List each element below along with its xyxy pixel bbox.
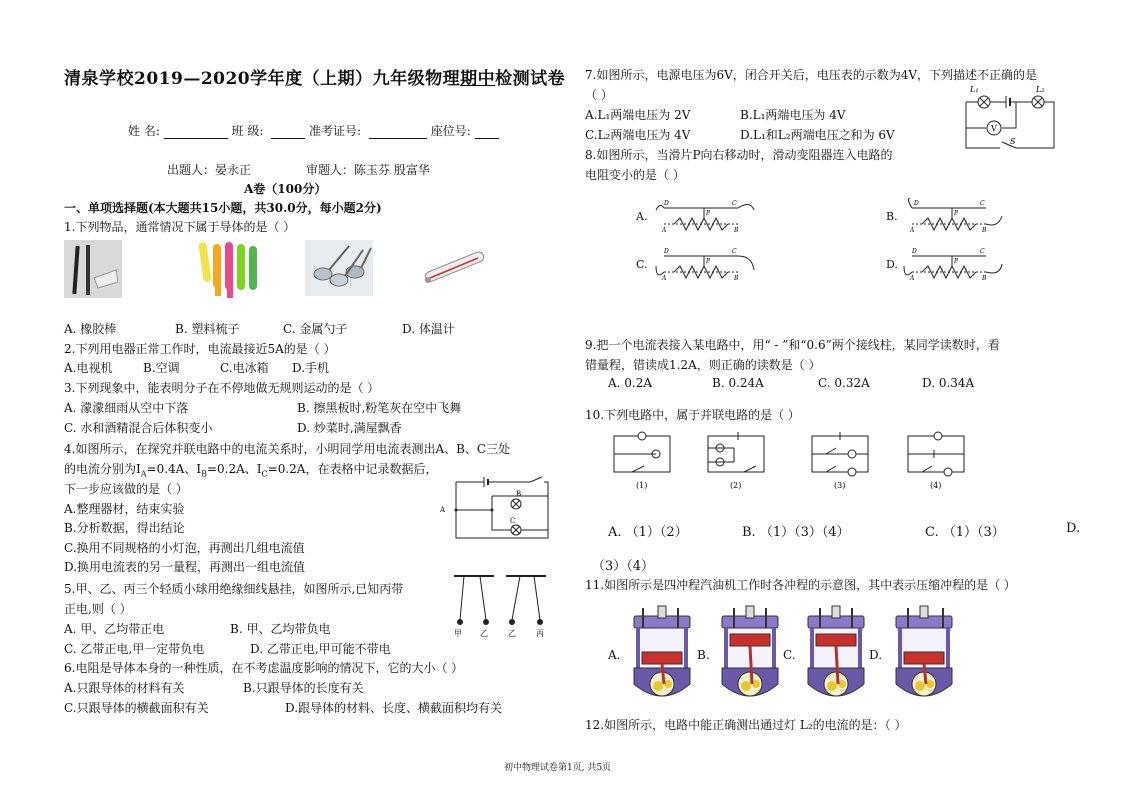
q10-circuit-3: [808, 430, 872, 492]
svg-text:A: A: [662, 227, 667, 234]
q1-stem: 1.下列物品，通常情况下属于导体的是（ ）: [64, 220, 296, 234]
q3-option-a[interactable]: A. 濛濛细雨从空中下落: [64, 401, 189, 415]
q10-fig-label-3: (3): [834, 481, 846, 490]
q1-option-d[interactable]: D. 体温计: [402, 322, 455, 336]
q4-option-b[interactable]: B.分析数据，得出结论: [64, 521, 185, 535]
q8-rheostat-a: [654, 198, 764, 238]
q10-option-b[interactable]: B. （1）（3）（4）: [742, 525, 850, 540]
q5-option-a[interactable]: A. 甲、乙均带正电: [64, 622, 165, 636]
q11-option-b[interactable]: B.: [697, 648, 710, 662]
q4-label-c: C: [510, 517, 516, 525]
q11-option-d[interactable]: D.: [869, 648, 883, 662]
q7-option-c[interactable]: C.L₂两端电压为 4V: [585, 128, 691, 142]
rubber-rods-image: [64, 240, 122, 298]
q4-line-2: 的电流分别为$I_A=0.4A$、$I_B=0.2A$、$I_C=0.2A$，在表格中记录数据后，: [64, 462, 438, 479]
q2-option-c[interactable]: C.电冰箱: [220, 361, 269, 375]
q10-stem: 10.下列电路中，属于并联电路的是（ ）: [585, 408, 800, 422]
q9-option-c[interactable]: C. 0.32A: [818, 376, 870, 390]
plastic-combs-image: [197, 238, 265, 300]
q9-option-b[interactable]: B. 0.24A: [712, 376, 764, 390]
q4-option-c[interactable]: C.换用不同规格的小灯泡，再测出几组电流值: [64, 541, 305, 555]
svg-text:D: D: [664, 248, 669, 255]
title-post: 检测试卷: [495, 69, 566, 89]
svg-text:C: C: [980, 248, 985, 255]
q6-stem: 6.电阻是导体本身的一种性质，在不考虑温度影响的情况下，它的大小（ ）: [64, 661, 464, 675]
q4-label-b: B: [516, 490, 522, 498]
svg-text:B: B: [982, 275, 987, 282]
part-one-heading: 一、单项选择题(本大题共15小题，共30.0分，每小题2分): [64, 201, 382, 215]
q8-option-b[interactable]: B.: [886, 210, 898, 223]
name-label: 姓 名:: [128, 124, 160, 138]
q10-fig-label-4: (4): [930, 481, 942, 490]
q6-option-a[interactable]: A.只跟导体的材料有关: [64, 681, 185, 695]
q3-option-d[interactable]: D. 炒菜时,满屋飘香: [297, 421, 402, 435]
q11-option-a[interactable]: A.: [608, 648, 621, 662]
svg-text:A: A: [910, 227, 915, 234]
q6-option-b[interactable]: B.只跟导体的长度有关: [243, 681, 364, 695]
q7-label-l1: L₁: [970, 85, 979, 94]
q2-stem: 2.下列用电器正常工作时，电流最接近5A的是（ ）: [64, 342, 336, 356]
q4-option-d[interactable]: D.换用电流表的另一量程，再测出一组电流值: [64, 560, 306, 574]
svg-text:P: P: [954, 258, 959, 265]
q4-line-1: 4.如图所示，在探究并联电路中的电流关系时，小明同学用电流表测出A、B、C三处: [64, 442, 511, 456]
q5-line-2: 正电,则（ ）: [64, 602, 132, 616]
svg-text:P: P: [954, 210, 959, 217]
q1-option-a[interactable]: A. 橡胶棒: [64, 322, 117, 336]
q5-line-1: 5.甲、乙、丙三个轻质小球用绝缘细线悬挂，如图所示,已知丙带: [64, 582, 404, 596]
q9-option-a[interactable]: A. 0.2A: [608, 376, 653, 390]
seat-field[interactable]: [475, 127, 499, 139]
q10-circuit-1: [610, 430, 674, 492]
svg-text:P: P: [706, 210, 711, 217]
q5-option-c[interactable]: C. 乙带正电,甲一定带负电: [64, 642, 205, 656]
exam-no-label: 准考证号:: [309, 124, 362, 138]
q9-line-2: 错量程，错读成1.2A，则正确的读数是（ ）: [585, 358, 821, 372]
q10-option-d-continued: （3）（4）: [592, 559, 655, 574]
q11-engine-stroke-d: [890, 604, 958, 704]
q8-option-d[interactable]: D.: [886, 258, 898, 271]
q11-stem: 11.如图所示是四冲程汽油机工作时各冲程的示意图，其中表示压缩冲程的是（ ）: [585, 578, 1016, 592]
q11-engine-stroke-a: [628, 604, 696, 704]
q7-option-d[interactable]: D.L₁和L₂两端电压之和为 6V: [740, 128, 895, 142]
q10-fig-label-2: (2): [730, 481, 742, 490]
q8-rheostat-d: [902, 246, 1012, 286]
q11-engine-stroke-b: [716, 604, 784, 704]
q8-line-1: 8.如图所示，当滑片P向右移动时，滑动变阻器连入电路的: [585, 148, 893, 162]
svg-text:P: P: [706, 258, 711, 265]
svg-text:A: A: [910, 275, 915, 282]
svg-text:C: C: [732, 248, 737, 255]
q8-rheostat-c: [654, 246, 764, 286]
q7-series-circuit-diagram: [960, 82, 1060, 156]
q10-option-a[interactable]: A. （1）（2）: [608, 525, 688, 540]
q7-line-1: 7.如图所示，电源电压为6V，闭合开关后，电压表的示数为4V，下列描述不正确的是: [585, 68, 1038, 82]
q9-option-d[interactable]: D. 0.34A: [922, 376, 975, 390]
q7-label-s: S: [1010, 137, 1016, 146]
q2-option-a[interactable]: A.电视机: [64, 361, 113, 375]
svg-text:B: B: [734, 227, 739, 234]
q10-option-d[interactable]: D.: [1066, 521, 1081, 536]
q6-option-c[interactable]: C.只跟导体的横截面积有关: [64, 701, 209, 715]
svg-text:C: C: [980, 200, 985, 207]
q7-option-b[interactable]: B.L₁两端电压为 4V: [740, 108, 846, 122]
q3-option-b[interactable]: B. 擦黑板时,粉笔灰在空中飞舞: [297, 401, 462, 415]
thermometer-image: [418, 246, 490, 292]
q8-line-2: 电阻变小的是（ ）: [585, 168, 685, 182]
seat-label: 座位号:: [430, 124, 471, 138]
q2-option-d[interactable]: D.手机: [292, 361, 330, 375]
q5-ball-label-4: 丙: [536, 629, 544, 638]
q10-circuit-2: [704, 430, 768, 492]
class-label: 班 级:: [231, 124, 264, 138]
class-field[interactable]: [271, 127, 305, 139]
svg-text:D: D: [912, 248, 917, 255]
svg-text:A: A: [662, 275, 667, 282]
q5-hanging-balls-diagram: [450, 572, 550, 640]
metal-spoons-image: [305, 240, 373, 296]
svg-text:B: B: [734, 275, 739, 282]
exam-no-field[interactable]: [369, 127, 427, 139]
page-footer: 初中物理试卷第1页, 共5页: [504, 763, 612, 773]
q5-ball-label-1: 甲: [454, 629, 462, 638]
q12-stem: 12.如图所示，电路中能正确测出通过灯 L₂的电流的是：（ ）: [585, 718, 907, 732]
q7-label-l2: L₂: [1036, 85, 1045, 94]
title-underlined: 期中: [460, 69, 496, 89]
svg-text:C: C: [732, 200, 737, 207]
q5-ball-label-3: 乙: [508, 629, 516, 638]
svg-text:D: D: [664, 200, 669, 207]
q7-option-a[interactable]: A.L₁两端电压为 2V: [585, 108, 691, 122]
reviewers: 审题人：陈玉芬 殷富华: [306, 163, 430, 177]
page-title: [64, 64, 565, 89]
q5-option-d[interactable]: D. 乙带正电,甲可能不带电: [250, 642, 391, 656]
q8-rheostat-b: [902, 198, 1012, 238]
title-pre: 清泉学校2019—2020学年度（上期）九年级物理: [64, 69, 461, 89]
authors: 出题人：晏永正: [167, 163, 252, 177]
q8-option-c[interactable]: C.: [636, 258, 648, 271]
q11-option-c[interactable]: C.: [783, 648, 796, 662]
q6-option-d[interactable]: D.跟导体的材料、长度、横截面积均有关: [285, 701, 503, 715]
q4-line-3: 下一步应该做的是（ ）: [64, 482, 188, 496]
q3-stem: 3.下列现象中，能表明分子在不停地做无规则运动的是（ ）: [64, 381, 380, 395]
q10-option-c[interactable]: C. （1）（3）: [925, 525, 1005, 540]
q4-option-a[interactable]: A.整理器材，结束实验: [64, 502, 185, 516]
q10-fig-label-1: (1): [636, 481, 648, 490]
q9-line-1: 9.把一个电流表接入某电路中，用“ - ”和“0.6”两个接线柱，某同学读数时，看: [585, 338, 1000, 352]
q1-option-b[interactable]: B. 塑料梳子: [175, 322, 240, 336]
q5-ball-label-2: 乙: [480, 629, 488, 638]
q8-option-a[interactable]: A.: [636, 210, 648, 223]
q4-parallel-circuit-diagram: [436, 474, 556, 544]
q3-option-c[interactable]: C. 水和酒精混合后体积变小: [64, 421, 213, 435]
q4-label-a: A: [440, 506, 446, 514]
q10-circuit-4: [904, 430, 968, 492]
svg-text:B: B: [982, 227, 987, 234]
q5-option-b[interactable]: B. 甲、乙均带负电: [230, 622, 331, 636]
svg-text:D: D: [914, 200, 919, 207]
q11-engine-stroke-c: [802, 604, 870, 704]
q2-option-b[interactable]: B.空调: [143, 361, 180, 375]
section-a-heading: A卷（100分）: [244, 182, 327, 196]
q7-label-v: V: [991, 124, 997, 133]
name-field[interactable]: [164, 127, 228, 139]
student-info-row: [128, 122, 499, 139]
q1-option-c[interactable]: C. 金属勺子: [283, 322, 348, 336]
q7-line-2: （ ）: [585, 88, 613, 102]
